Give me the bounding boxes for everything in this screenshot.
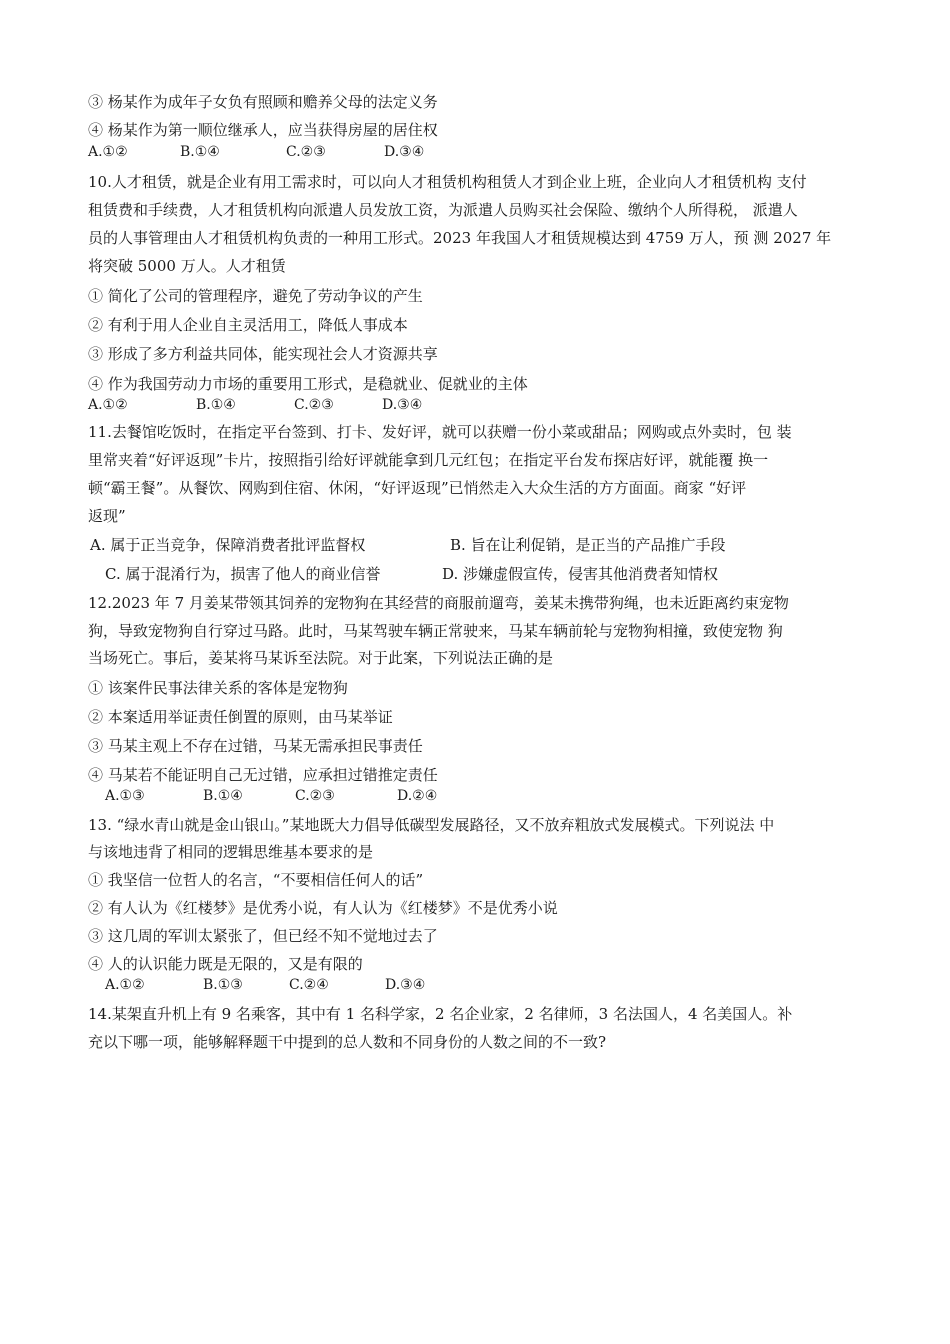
q10-stem-line-2: 租赁费和手续费，人才租赁机构向派遣人员发放工资，为派遣人员购买社会保险、缴纳个人所得税， 派遣人 [88, 201, 798, 219]
q12-option-c[interactable]: C.②③ [295, 788, 335, 804]
q12-option-a[interactable]: A.①③ [105, 788, 145, 804]
q13-item-2: ② 有人认为《红楼梦》是优秀小说，有人认为《红楼梦》不是优秀小说 [88, 899, 558, 917]
q12-item-3: ③ 马某主观上不存在过错，马某无需承担民事责任 [88, 737, 423, 755]
q12-stem-line-1: 12.2023 年 7 月姜某带领其饲养的宠物狗在其经营的商服前遛弯，姜某未携带狗绳，也未近距离约束宠物 [88, 594, 789, 612]
q10-stem-line-1: 10.人才租赁，就是企业有用工需求时，可以向人才租赁机构租赁人才到企业上班，企业向人才租赁机构 支付 [88, 173, 807, 191]
q11-option-d[interactable]: D. 涉嫌虚假宣传，侵害其他消费者知情权 [442, 565, 719, 583]
q11-option-c[interactable]: C. 属于混淆行为，损害了他人的商业信誉 [105, 565, 381, 583]
q9-item-3: ③ 杨某作为成年子女负有照顾和赡养父母的法定义务 [88, 93, 438, 111]
q9-option-c[interactable]: C.②③ [286, 144, 326, 160]
q13-item-1: ① 我坚信一位哲人的名言，“不要相信任何人的话” [88, 871, 424, 889]
q9-option-d[interactable]: D.③④ [384, 144, 425, 160]
q12-item-2: ② 本案适用举证责任倒置的原则，由马某举证 [88, 708, 393, 726]
q13-stem-line-1: 13. “绿水青山就是金山银山。”某地既大力倡导低碳型发展路径，又不放弃粗放式发展模式。下列说法 中 [88, 816, 775, 834]
q9-item-4: ④ 杨某作为第一顺位继承人，应当获得房屋的居住权 [88, 121, 438, 139]
q10-stem-line-3: 员的人事管理由人才租赁机构负责的一种用工形式。2023 年我国人才租赁规模达到 4759 万人，预 测 2027 年 [88, 229, 832, 247]
q10-stem-line-4: 将突破 5000 万人。人才租赁 [88, 257, 286, 275]
q11-option-a[interactable]: A. 属于正当竞争，保障消费者批评监督权 [90, 536, 366, 554]
q10-option-d[interactable]: D.③④ [382, 397, 423, 413]
q14-stem-line-2: 充以下哪一项，能够解释题干中提到的总人数和不同身份的人数之间的不一致? [88, 1033, 607, 1051]
q12-option-d[interactable]: D.②④ [397, 788, 438, 804]
q10-item-1: ① 简化了公司的管理程序，避免了劳动争议的产生 [88, 287, 423, 305]
q10-option-c[interactable]: C.②③ [294, 397, 334, 413]
q12-item-4: ④ 马某若不能证明自己无过错，应承担过错推定责任 [88, 766, 438, 784]
q10-item-2: ② 有利于用人企业自主灵活用工，降低人事成本 [88, 316, 408, 334]
q12-item-1: ① 该案件民事法律关系的客体是宠物狗 [88, 679, 348, 697]
q12-stem-line-2: 狗，导致宠物狗自行穿过马路。此时，马某驾驶车辆正常驶来，马某车辆前轮与宠物狗相撞，致使宠物 狗 [88, 622, 783, 640]
q13-option-a[interactable]: A.①② [105, 977, 145, 993]
q13-stem-line-2: 与该地违背了相同的逻辑思维基本要求的是 [88, 843, 374, 861]
q10-item-4: ④ 作为我国劳动力市场的重要用工形式，是稳就业、促就业的主体 [88, 375, 528, 393]
q10-option-a[interactable]: A.①② [88, 397, 128, 413]
q13-option-b[interactable]: B.①③ [203, 977, 243, 993]
q13-item-4: ④ 人的认识能力既是无限的，又是有限的 [88, 955, 363, 973]
q11-stem-line-4: 返现” [88, 507, 126, 525]
q11-stem-line-2: 里常夹着“好评返现”卡片，按照指引给好评就能拿到几元红包；在指定平台发布探店好评，就能覆 换一 [88, 451, 769, 469]
q9-options [88, 144, 424, 160]
q11-option-b[interactable]: B. 旨在让利促销，是正当的产品推广手段 [450, 536, 726, 554]
q14-stem-line-1: 14.某架直升机上有 9 名乘客，其中有 1 名科学家，2 名企业家，2 名律师，3 名法国人，4 名美国人。补 [88, 1005, 793, 1023]
q9-option-b[interactable]: B.①④ [180, 144, 220, 160]
q11-stem-line-3: 顿“霸王餐”。从餐饮、网购到住宿、休闲，“好评返现”已悄然走入大众生活的方方面面。商家 “好评 [88, 479, 747, 497]
q13-item-3: ③ 这几周的军训太紧张了，但已经不知不觉地过去了 [88, 927, 438, 945]
q9-option-a[interactable]: A.①② [88, 144, 128, 160]
q10-options [88, 397, 422, 413]
q12-stem-line-3: 当场死亡。事后，姜某将马某诉至法院。对于此案，下列说法正确的是 [88, 649, 554, 667]
q13-option-d[interactable]: D.③④ [385, 977, 426, 993]
q13-option-c[interactable]: C.②④ [289, 977, 329, 993]
q10-item-3: ③ 形成了多方利益共同体，能实现社会人才资源共享 [88, 345, 438, 363]
q12-option-b[interactable]: B.①④ [203, 788, 243, 804]
q13-options [105, 977, 425, 993]
q10-option-b[interactable]: B.①④ [196, 397, 236, 413]
q11-stem-line-1: 11.去餐馆吃饭时，在指定平台签到、打卡、发好评，就可以获赠一份小菜或甜品；网购或点外卖时，包 装 [88, 423, 792, 441]
q12-options [105, 788, 437, 804]
